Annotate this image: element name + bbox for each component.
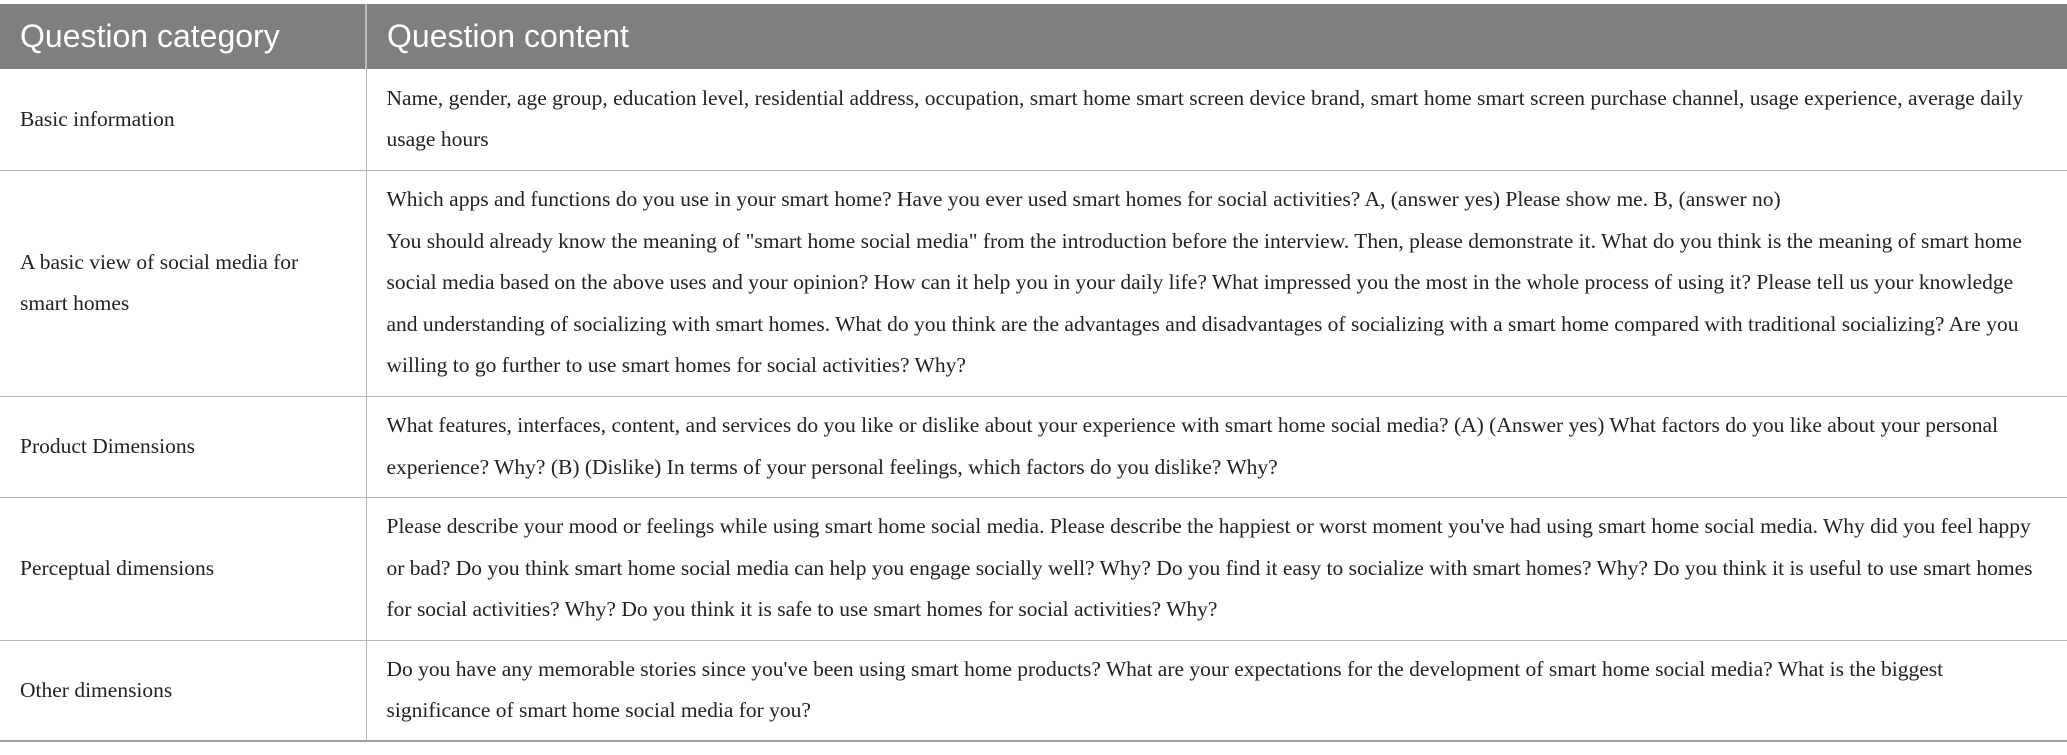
table-row xyxy=(0,396,2067,497)
category-cell: Other dimensions xyxy=(0,640,366,741)
category-cell: Product Dimensions xyxy=(0,396,366,497)
table-row xyxy=(0,69,2067,170)
table-row xyxy=(0,170,2067,396)
header-question-category: Question category xyxy=(0,4,366,69)
content-cell: Please describe your mood or feelings while using smart home social media. Please describe the happiest or worst moment you've had using smart home social media. Why did you feel happy or bad? Do you think smart home social media can help you engage socially well? Why? Do you find it easy to socialize with smart homes? Why? Do you think it is useful to use smart homes for social activities? Why? Do you think it is safe to use smart homes for social activities? Why? xyxy=(366,497,2067,640)
table-header xyxy=(0,4,2067,69)
header-row xyxy=(0,4,2067,69)
category-cell: A basic view of social media for smart homes xyxy=(0,170,366,396)
content-cell: What features, interfaces, content, and services do you like or dislike about your experience with smart home social media? (A) (Answer yes) What factors do you like about your personal experience? Why? (B) (Dislike) In terms of your personal feelings, which factors do you dislike? Why? xyxy=(366,396,2067,497)
table-row xyxy=(0,497,2067,640)
content-cell xyxy=(366,170,2067,396)
content-paragraph: You should already know the meaning of "smart home social media" from the introduction before the interview. Then, please demonstrate it. What do you think is the meaning of smart home social media based on the above uses and your opinion? How can it help you in your daily life? What impressed you the most in the whole process of using it? Please tell us your knowledge and understanding of socializing with smart homes. What do you think are the advantages and disadvantages of socializing with a smart home compared with traditional socializing? Are you willing to go further to use smart homes for social activities? Why? xyxy=(386,228,2022,378)
table-body xyxy=(0,69,2067,741)
header-question-content: Question content xyxy=(366,4,2067,69)
content-paragraph: Which apps and functions do you use in your smart home? Have you ever used smart homes for social activities? A, (answer yes) Please show me. B, (answer no) xyxy=(386,187,1781,212)
category-cell: Basic information xyxy=(0,69,366,170)
category-cell: Perceptual dimensions xyxy=(0,497,366,640)
question-table-container xyxy=(0,4,2067,742)
table-row xyxy=(0,640,2067,741)
content-cell: Do you have any memorable stories since you've been using smart home products? What are your expectations for the development of smart home social media? What is the biggest significance of smart home social media for you? xyxy=(366,640,2067,741)
content-cell: Name, gender, age group, education level, residential address, occupation, smart home smart screen device brand, smart home smart screen purchase channel, usage experience, average daily usage hours xyxy=(366,69,2067,170)
question-table xyxy=(0,4,2067,742)
